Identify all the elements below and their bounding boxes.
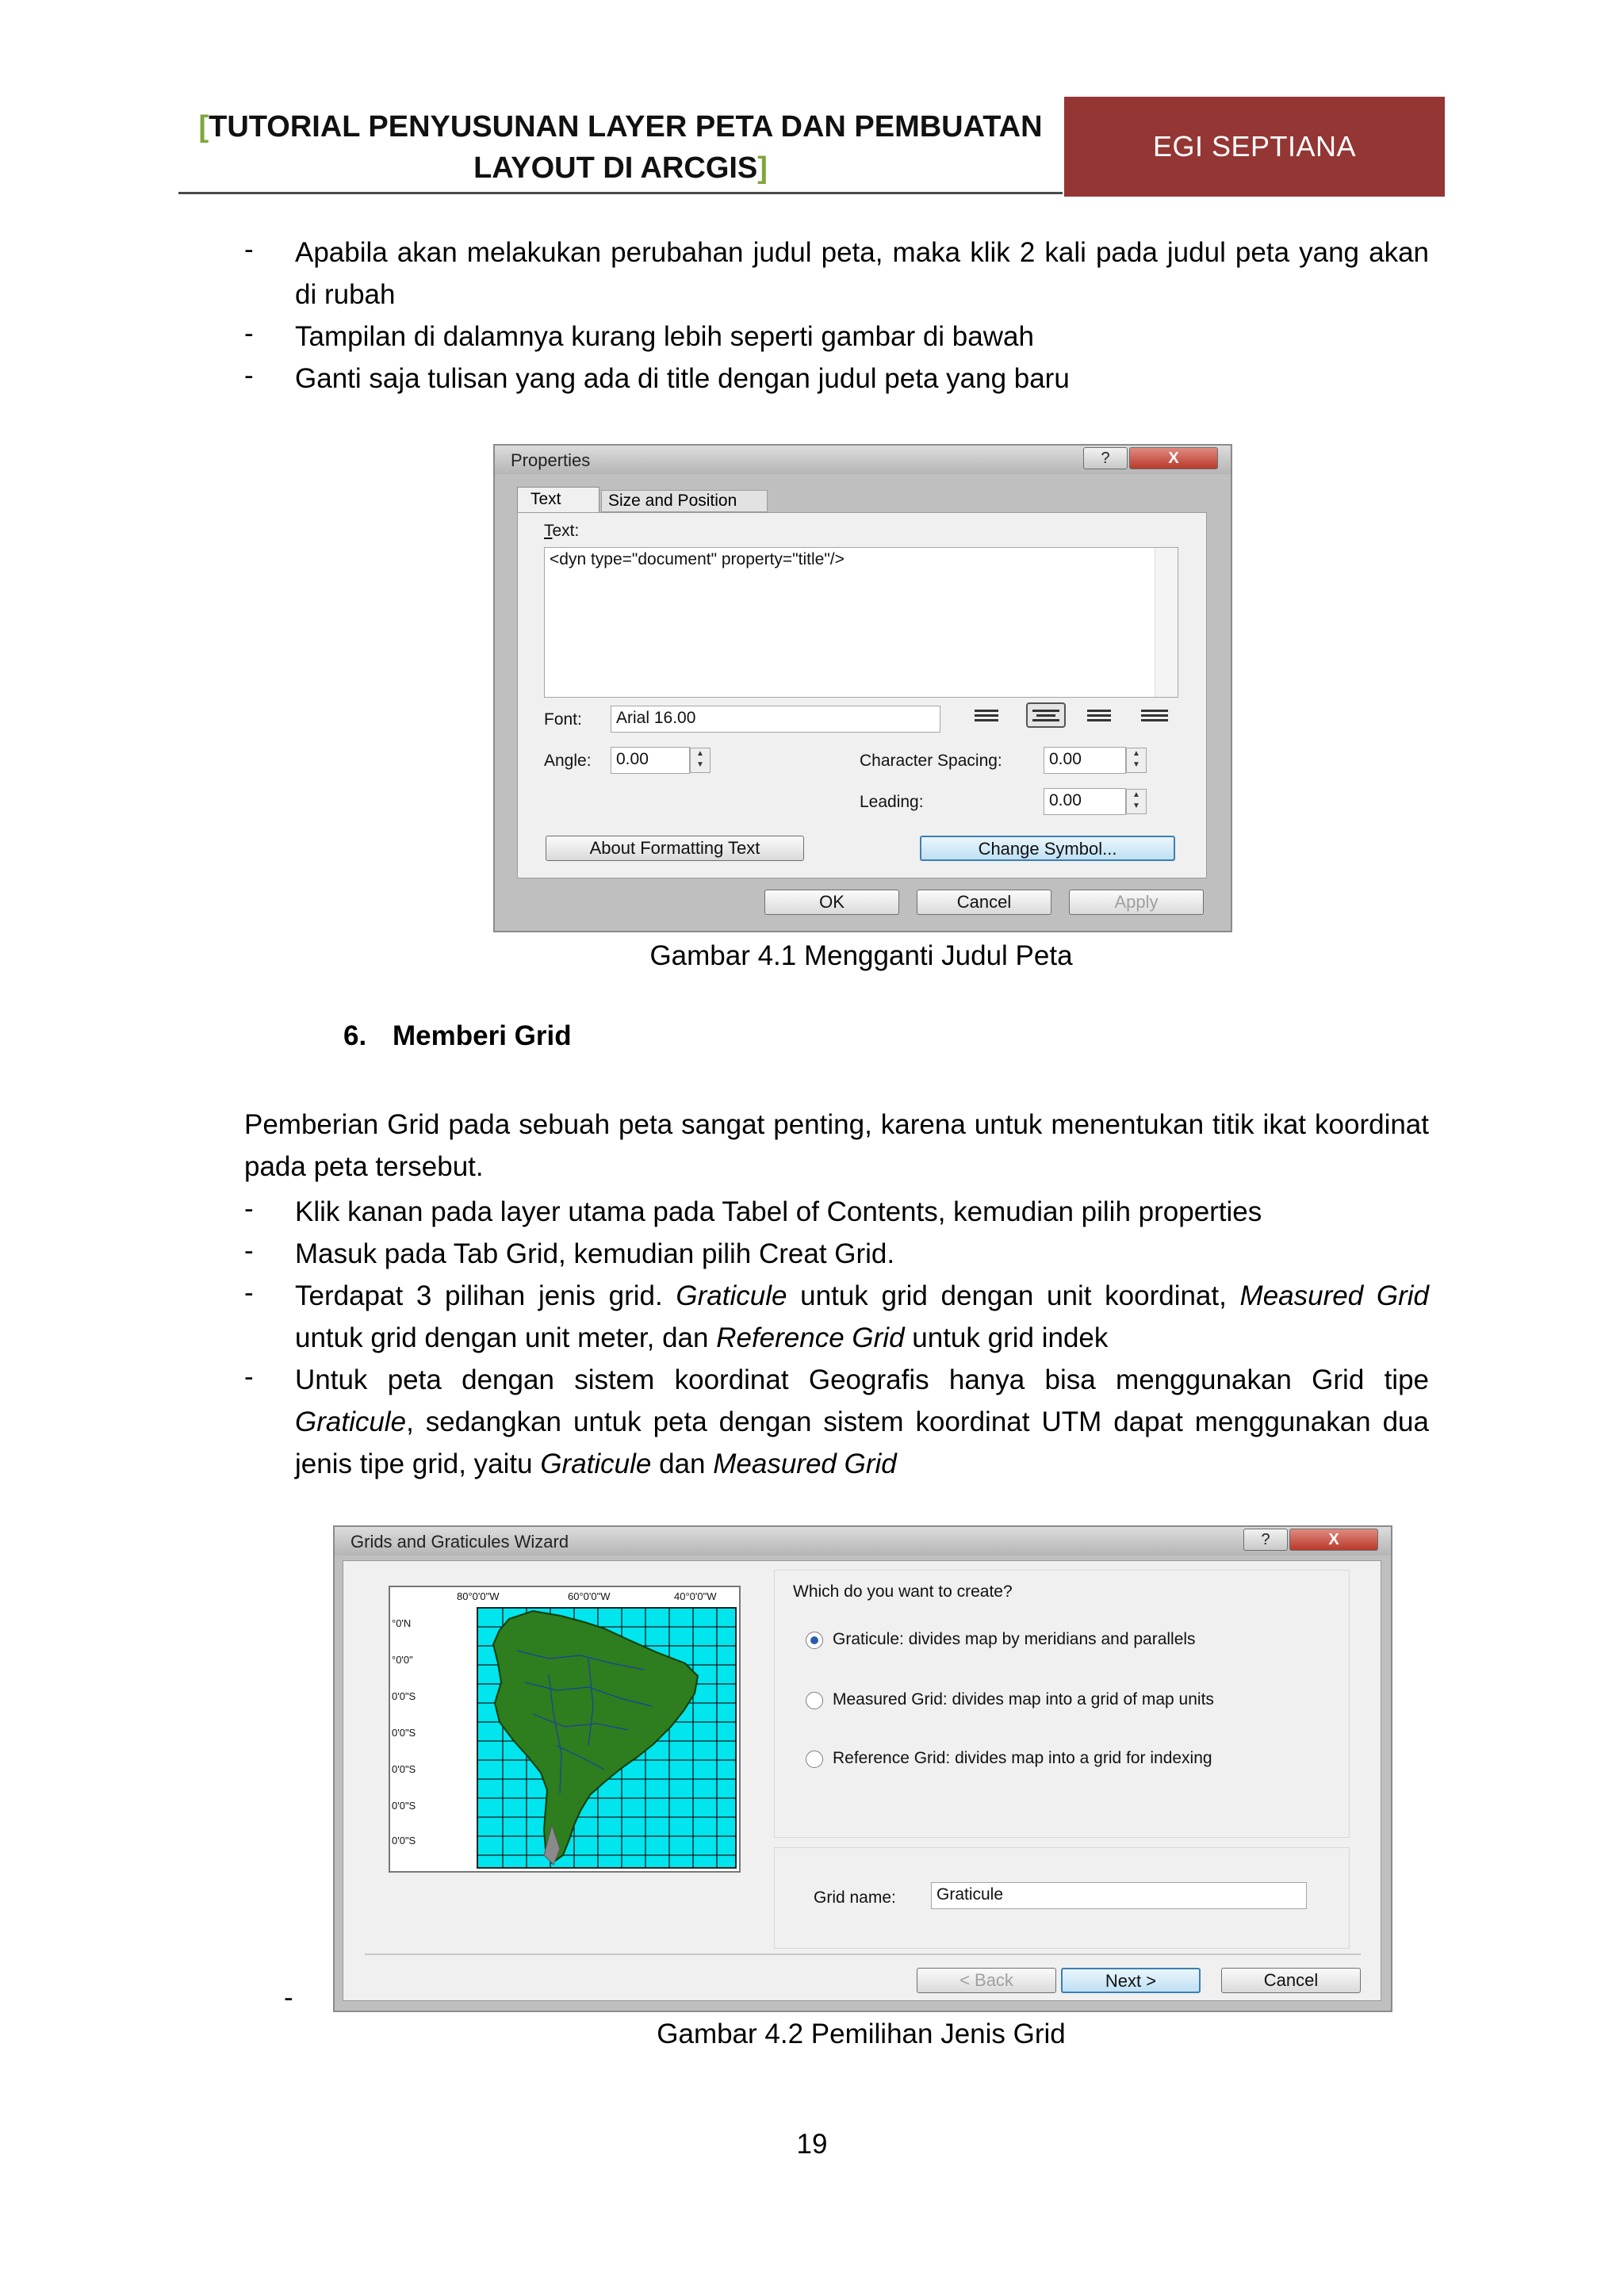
close-icon[interactable]: X [1289, 1529, 1378, 1551]
bullet-text-grid-types [295, 1275, 1429, 1359]
bullet-text: Klik kanan pada layer utama pada Tabel of Contents, kemudian pilih properties [295, 1196, 1262, 1227]
italic-run: Graticule [295, 1406, 407, 1437]
character-spacing-label: Character Spacing: [860, 752, 1002, 770]
cancel-button[interactable]: Cancel [917, 890, 1051, 915]
bullet-text: Apabila akan melakukan perubahan judul peta, maka klik 2 kali pada judul peta yang akan di rubah [295, 237, 1429, 310]
option-reference-grid-label[interactable]: Reference Grid: divides map into a grid for indexing [833, 1749, 1212, 1767]
radio-graticule[interactable] [806, 1632, 823, 1649]
bullet-marker: - [244, 234, 254, 265]
align-justify-icon[interactable] [1139, 702, 1170, 728]
text-run: Terdapat 3 pilihan jenis grid. [295, 1280, 676, 1311]
italic-run: Graticule [540, 1448, 652, 1479]
bullet-marker: - [244, 318, 254, 349]
next-button[interactable]: Next > [1061, 1968, 1201, 1993]
tick-label: 60°0'0"W [568, 1590, 611, 1602]
tick-label: 0'0"S [392, 1727, 416, 1739]
text-run: , sedangkan untuk peta dengan sistem koordinat UTM dapat menggunakan dua jenis tipe grid, yaitu [295, 1406, 1429, 1479]
tick-label: 0'0"S [392, 1690, 416, 1702]
grid-name-label: Grid name: [814, 1888, 896, 1907]
header-author: EGI SEPTIANA [1152, 130, 1357, 163]
scrollbar[interactable] [1155, 548, 1178, 697]
align-left-icon[interactable] [971, 702, 1002, 728]
bracket-open: [ [198, 110, 209, 144]
bullet-marker: - [244, 1277, 254, 1308]
caption-figure-4-2: Gambar 4.2 Pemilihan Jenis Grid [657, 2019, 1066, 2049]
text-run: untuk grid dengan unit koordinat, [787, 1280, 1240, 1311]
bullet-marker: - [244, 360, 254, 391]
divider [365, 1954, 1361, 1955]
text-run: Untuk peta dengan sistem koordinat Geografis hanya bisa menggunakan Grid tipe [295, 1364, 1429, 1395]
bullet-marker: - [244, 1361, 254, 1392]
angle-spinner[interactable]: ▲ ▼ [690, 748, 710, 773]
align-right-icon[interactable] [1083, 702, 1115, 728]
bullet-text: Ganti saja tulisan yang ada di title dengan judul peta yang baru [295, 363, 1070, 394]
header-author-box [1064, 97, 1445, 197]
tick-label: 40°0'0"W [674, 1590, 717, 1602]
leading-spinner[interactable]: ▲ ▼ [1126, 789, 1147, 814]
cancel-button[interactable]: Cancel [1221, 1968, 1361, 1993]
ok-button[interactable]: OK [764, 890, 899, 915]
bullet-text-coordinate-systems [295, 1359, 1429, 1485]
align-center-icon[interactable] [1026, 702, 1066, 728]
section-title: Memberi Grid [393, 1020, 572, 1051]
tick-label: °0'0" [392, 1654, 413, 1666]
radio-measured-grid[interactable] [806, 1692, 823, 1709]
text-input-value: <dyn type="document" property="title"/> [550, 550, 845, 568]
help-icon[interactable]: ? [1243, 1529, 1288, 1551]
paragraph: Pemberian Grid pada sebuah peta sangat penting, karena untuk menentukan titik ikat koordinat pada peta tersebut. [244, 1109, 1429, 1182]
header-title-line1 [178, 106, 1063, 147]
back-button[interactable]: < Back [917, 1968, 1056, 1993]
about-formatting-text-button[interactable]: About Formatting Text [546, 836, 804, 861]
grid-name-input[interactable]: Graticule [931, 1882, 1307, 1909]
angle-label: Angle: [544, 752, 592, 770]
italic-run: Measured Grid [713, 1448, 897, 1479]
leading-label: Leading: [860, 793, 924, 811]
tick-label: 0'0"S [392, 1800, 416, 1812]
dialog-title: Grids and Graticules Wizard [350, 1532, 569, 1552]
italic-run: Reference Grid [716, 1322, 905, 1353]
properties-dialog [493, 444, 1232, 932]
option-graticule-label[interactable]: Graticule: divides map by meridians and parallels [833, 1630, 1196, 1648]
map-preview [389, 1586, 741, 1873]
page-number: 19 [796, 2129, 828, 2160]
header-title-line2 [178, 147, 1063, 189]
text-run: untuk grid indek [904, 1322, 1109, 1353]
option-measured-grid-label[interactable]: Measured Grid: divides map into a grid of map units [833, 1690, 1214, 1709]
map-preview-svg [390, 1587, 739, 1871]
grids-wizard-dialog [333, 1525, 1392, 2012]
header-title [178, 106, 1063, 189]
angle-field[interactable]: 0.00 [611, 747, 690, 774]
tab-size-and-position[interactable]: Size and Position [601, 490, 768, 512]
bracket-close: ] [757, 151, 768, 185]
tick-label: 0'0"S [392, 1763, 416, 1775]
tab-text[interactable]: Text [517, 487, 599, 512]
tick-label: 80°0'0"W [457, 1590, 500, 1602]
leading-field[interactable]: 0.00 [1044, 788, 1126, 815]
change-symbol-button[interactable]: Change Symbol... [920, 836, 1175, 861]
section-heading [343, 1020, 572, 1052]
close-icon[interactable]: X [1129, 447, 1218, 469]
text-run: dan [651, 1448, 714, 1479]
section-number: 6. [343, 1020, 367, 1051]
header-title-box [178, 105, 1063, 194]
bullet-marker: - [244, 1235, 254, 1266]
dialog-title: Properties [511, 450, 591, 470]
bullet-marker: - [244, 1193, 254, 1224]
bullet-text: Masuk pada Tab Grid, kemudian pilih Creat Grid. [295, 1238, 895, 1269]
font-field[interactable]: Arial 16.00 [611, 706, 940, 733]
tick-label: 0'0"S [392, 1835, 416, 1846]
character-spacing-spinner[interactable]: ▲ ▼ [1126, 748, 1147, 773]
tick-label: °0'N [392, 1617, 412, 1629]
italic-run: Graticule [676, 1280, 787, 1311]
bullet-text: Tampilan di dalamnya kurang lebih seperti gambar di bawah [295, 321, 1034, 352]
font-label: Font: [544, 710, 582, 729]
header-title-line2-text: LAYOUT DI ARCGIS [473, 151, 758, 185]
text-label: Text: [544, 522, 580, 540]
italic-run: Measured Grid [1239, 1280, 1429, 1311]
help-icon[interactable]: ? [1083, 447, 1128, 469]
text-input[interactable] [544, 547, 1178, 698]
character-spacing-field[interactable]: 0.00 [1044, 747, 1126, 774]
dialog-titlebar [495, 446, 1231, 474]
bullet-marker: - [284, 1982, 293, 2013]
dialog-titlebar [335, 1527, 1391, 1556]
text-run: untuk grid dengan unit meter, dan [295, 1322, 717, 1353]
caption-figure-4-1: Gambar 4.1 Mengganti Judul Peta [649, 940, 1073, 971]
header-title-line1-text: TUTORIAL PENYUSUNAN LAYER PETA DAN PEMBUATAN [209, 110, 1043, 144]
apply-button[interactable]: Apply [1069, 890, 1204, 915]
question-label: Which do you want to create? [793, 1582, 1013, 1601]
radio-reference-grid[interactable] [806, 1751, 823, 1768]
